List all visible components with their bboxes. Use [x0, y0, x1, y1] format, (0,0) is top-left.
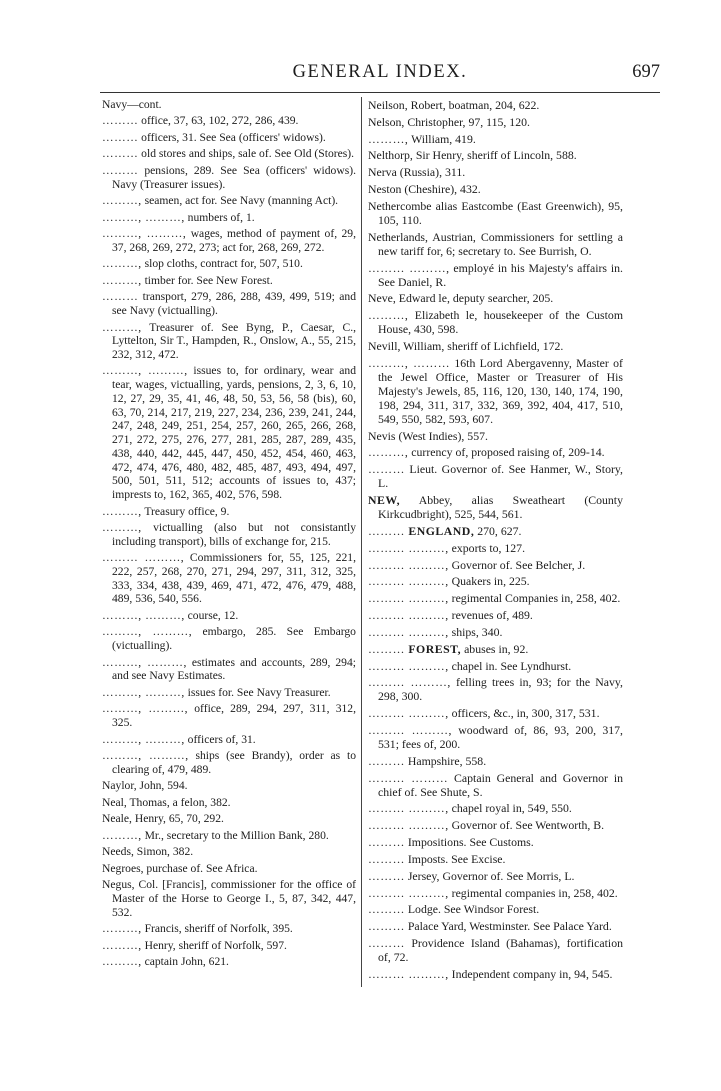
index-entry	[368, 801, 623, 815]
index-entry	[368, 919, 623, 933]
entry-text: chapel in. See Lyndhurst.	[448, 658, 572, 673]
index-entry	[368, 835, 623, 849]
entry-ditto: ………,	[102, 828, 142, 842]
entry-ditto: ……… ………,	[368, 624, 449, 639]
entry-text: Nethercombe alias Eastcombe (East Greenwich), 95, 105, 110.	[368, 198, 623, 227]
entry-ditto: ………,	[102, 257, 142, 271]
index-entry	[102, 702, 356, 729]
entry-ditto: ………,	[102, 504, 142, 518]
entry-ditto: ………,	[102, 938, 142, 952]
index-entry	[102, 609, 356, 623]
entry-ditto: ……… ………,	[368, 260, 450, 275]
entry-ditto: ………,	[102, 194, 142, 208]
entry-ditto: ………	[102, 114, 139, 128]
entry-text: course, 12.	[184, 608, 239, 622]
header-rule	[100, 92, 660, 93]
entry-ditto: ………,	[368, 131, 409, 146]
entry-text: exports to, 127.	[448, 540, 526, 555]
entry-text: 270, 627.	[474, 523, 522, 538]
entry-text: Treasury office, 9.	[141, 504, 230, 518]
index-entry	[102, 922, 356, 936]
entry-text: numbers of, 1.	[184, 210, 255, 224]
entry-ditto: ………	[368, 902, 405, 917]
right-column	[368, 98, 623, 984]
entry-text: Palace Yard, Westminster. See Palace Yard.	[404, 919, 612, 934]
entry-ditto: ………,	[102, 955, 142, 969]
page-number: 697	[632, 62, 660, 82]
entry-ditto: ……… ………,	[368, 540, 449, 555]
entry-ditto: ………, ………,	[102, 210, 185, 224]
index-entry	[102, 521, 356, 548]
entry-text: Nelthorp, Sir Henry, sheriff of Lincoln, 588.	[368, 148, 577, 163]
index-entry	[102, 274, 356, 288]
index-entry	[368, 199, 623, 227]
entry-text: 16th Lord Abergavenny, Master of the Jewel Office, Master or Treasurer of His Majesty's Jewels, 85, 116, 120, 130, 140, 174, 190, 198, 294, 311, 317, 332, 369, 392, 404, 417, 510, 549, 550, 582, 593, 607.	[378, 355, 623, 426]
entry-ditto: ………,	[368, 445, 409, 460]
entry-text: Governor of. See Wentworth, B.	[448, 818, 605, 833]
index-entry	[102, 227, 356, 254]
index-entry	[368, 818, 623, 832]
entry-text: Negus, Col. [Francis], commissioner for the office of Master of the Horse to George I., 5, 87, 342, 447, 532.	[102, 878, 356, 919]
entry-ditto: ………, ………,	[102, 685, 185, 699]
index-entry	[102, 955, 356, 969]
entry-text: Francis, sheriff of Norfolk, 395.	[141, 922, 293, 936]
entry-ditto: ………, ………,	[102, 364, 188, 378]
index-entry	[102, 551, 356, 606]
index-entry	[102, 749, 356, 776]
entry-ditto: ……… ………,	[368, 557, 449, 572]
index-entry	[368, 886, 623, 900]
index-entry	[368, 625, 623, 639]
index-entry	[368, 429, 623, 443]
entry-text: Commissioners for, 55, 125, 221, 222, 257, 268, 270, 271, 294, 297, 311, 312, 325, 333, 334, 438, 439, 469, 471, 472, 476, 479, 488, 489, 536, 540, 556.	[112, 551, 356, 606]
index-entry	[368, 98, 623, 112]
entry-heading: ENGLAND,	[404, 523, 475, 538]
index-entry	[102, 779, 356, 793]
entry-ditto: ………, ………,	[102, 702, 189, 716]
entry-ditto: ………	[368, 835, 405, 850]
index-entry	[102, 878, 356, 919]
entry-text: officers of, 31.	[184, 732, 256, 746]
entry-text: Henry, sheriff of Norfolk, 597.	[141, 938, 287, 952]
entry-text: Providence Island (Bahamas), fortification of, 72.	[378, 936, 623, 965]
entry-text: Neve, Edward le, deputy searcher, 205.	[368, 291, 554, 306]
index-entry	[102, 686, 356, 700]
index-entry	[368, 308, 623, 336]
entry-text: issues for. See Navy Treasurer.	[184, 685, 331, 699]
entry-text: pensions, 289. See Sea (officers' widows). Navy (Treasurer issues).	[112, 163, 356, 191]
entry-text: Hampshire, 558.	[404, 753, 487, 768]
entry-text: officers, 31. See Sea (officers' widows).	[138, 130, 326, 144]
index-entry	[102, 131, 356, 145]
entry-ditto: ……… ………,	[368, 966, 449, 981]
entry-ditto: ……… ………,	[102, 551, 185, 565]
entry-ditto: ……… ………,	[368, 675, 451, 690]
index-entry	[368, 608, 623, 622]
entry-text: office, 37, 63, 102, 272, 286, 439.	[138, 114, 299, 128]
entry-ditto: ……… ………,	[368, 706, 449, 721]
entry-text: Elizabeth le, housekeeper of the Custom House, 430, 598.	[378, 308, 623, 337]
entry-ditto: ……… ………	[368, 770, 449, 785]
entry-text: Jersey, Governor of. See Morris, L.	[404, 868, 575, 883]
index-entry	[102, 862, 356, 876]
entry-text: employé in his Majesty's affairs in. See Daniel, R.	[378, 260, 623, 289]
entry-ditto: ……… ………,	[368, 658, 449, 673]
entry-text: Impositions. See Customs.	[404, 835, 534, 850]
entry-text: captain John, 621.	[141, 955, 229, 969]
entry-text: chapel royal in, 549, 550.	[448, 801, 572, 816]
entry-text: wages, method of payment of, 29, 37, 268, 269, 272, 273; act for, 268, 269, 272.	[112, 227, 356, 254]
entry-ditto: ………	[368, 868, 405, 883]
left-column	[102, 98, 356, 972]
entry-text: Neal, Thomas, a felon, 382.	[102, 795, 231, 809]
entry-ditto: ……… ………,	[368, 574, 449, 589]
entry-text: seamen, act for. See Navy (manning Act).	[141, 194, 339, 208]
entry-text: timber for. See New Forest.	[141, 273, 273, 287]
entry-ditto: ……… ………,	[368, 723, 453, 738]
index-entry	[368, 132, 623, 146]
index-entry	[102, 147, 356, 161]
index-entry	[102, 625, 356, 652]
entry-ditto: ………, ………,	[102, 655, 187, 669]
entry-text: Negroes, purchase of. See Africa.	[102, 861, 258, 875]
entry-heading: FOREST,	[404, 641, 462, 656]
index-entry	[368, 291, 623, 305]
entry-ditto: ………, ………	[368, 355, 451, 370]
entry-text: revenues of, 489.	[448, 608, 533, 623]
entry-ditto: ………,	[102, 273, 142, 287]
index-entry	[368, 642, 623, 656]
entry-ditto: ………, ………,	[102, 625, 193, 639]
entry-ditto: ……… ………,	[368, 801, 449, 816]
entry-text: Nerva (Russia), 311.	[368, 165, 466, 180]
index-entry	[368, 261, 623, 289]
index-entry	[102, 845, 356, 859]
entry-text: currency of, proposed raising of, 209-14.	[408, 445, 605, 460]
entry-ditto: ………	[102, 163, 139, 177]
entry-text: Neilson, Robert, boatman, 204, 622.	[368, 98, 540, 112]
entry-text: ships, 340.	[448, 624, 503, 639]
entry-ditto: ………	[368, 851, 405, 866]
entry-text: Neston (Cheshire), 432.	[368, 182, 481, 197]
index-entry	[368, 356, 623, 426]
index-entry	[102, 114, 356, 128]
index-entry	[368, 462, 623, 490]
entry-text: victualling (also but not consistantly including transport), bills of exchange for, 215.	[112, 521, 356, 548]
entry-heading: NEW,	[368, 493, 401, 508]
index-entry	[102, 321, 356, 362]
entry-ditto: ………,	[368, 308, 409, 323]
entry-text: Navy—cont.	[102, 98, 162, 111]
entry-text: Nevis (West Indies), 557.	[368, 428, 488, 443]
entry-text: felling trees in, 93; for the Navy, 298, 300.	[378, 675, 623, 704]
entry-text: ships (see Brandy), order as to clearing of, 479, 489.	[112, 749, 357, 776]
entry-text: Nevill, William, sheriff of Lichfield, 172.	[368, 339, 564, 354]
entry-text: woodward of, 86, 93, 200, 317, 531; fees of, 200.	[378, 723, 623, 751]
entry-ditto: ……… ………,	[368, 885, 449, 900]
entry-text: Abbey, alias Sweatheart (County Kirkcudbright), 525, 544, 561.	[378, 493, 623, 522]
entry-text: Governor of. See Belcher, J.	[448, 557, 586, 572]
index-entry	[102, 829, 356, 843]
entry-ditto: ………	[368, 936, 405, 951]
entry-text: officers, &c., in, 300, 317, 531.	[448, 706, 600, 721]
entry-text: estimates and accounts, 289, 294; and see Navy Estimates.	[112, 655, 356, 683]
index-entry	[368, 182, 623, 196]
entry-ditto: ……… ………,	[368, 818, 449, 833]
entry-text: Lodge. See Windsor Forest.	[404, 902, 540, 917]
entry-text: office, 289, 294, 297, 311, 312, 325.	[112, 702, 356, 730]
index-entry	[368, 659, 623, 673]
entry-text: Captain General and Governor in chief of. See Shute, S.	[378, 770, 624, 799]
entry-ditto: ………,	[102, 320, 142, 334]
entry-ditto: ………	[368, 641, 405, 656]
entry-ditto: ………, ………,	[102, 732, 185, 746]
entry-text: Lieut. Governor of. See Hanmer, W., Story, L.	[378, 462, 623, 491]
entry-ditto: ………	[368, 523, 405, 538]
entry-text: William, 419.	[408, 131, 476, 146]
entry-ditto: ………	[368, 753, 405, 768]
entry-ditto: ………	[102, 290, 139, 304]
entry-text: abuses in, 92.	[461, 641, 529, 656]
entry-text: regimental companies in, 258, 402.	[448, 885, 618, 900]
index-entry	[368, 754, 623, 768]
entry-text: slop cloths, contract for, 507, 510.	[141, 257, 303, 271]
index-entry	[368, 869, 623, 883]
index-entry	[102, 733, 356, 747]
entry-ditto: ………	[368, 919, 405, 934]
index-entry	[368, 541, 623, 555]
entry-text: regimental Companies in, 258, 402.	[448, 591, 621, 606]
index-entry	[368, 675, 623, 703]
entry-text: embargo, 285. See Embargo (victualling).	[112, 625, 356, 653]
index-entry	[368, 524, 623, 538]
index-entry	[102, 796, 356, 810]
index-entry	[368, 493, 623, 521]
column-divider	[361, 97, 362, 987]
page-header	[100, 62, 660, 88]
entry-text: Quakers in, 225.	[448, 574, 530, 589]
entry-text: Naylor, John, 594.	[102, 779, 188, 793]
index-entry	[368, 706, 623, 720]
index-entry	[102, 164, 356, 191]
entry-text: transport, 279, 286, 288, 439, 499, 519; and see Navy (victualling).	[112, 290, 356, 318]
index-entry	[102, 194, 356, 208]
entry-ditto: ………, ………,	[102, 749, 189, 763]
index-entry	[102, 656, 356, 683]
index-entry	[102, 364, 356, 501]
entry-ditto: ………,	[102, 922, 142, 936]
entry-text: Nelson, Christopher, 97, 115, 120.	[368, 114, 530, 129]
index-entry	[102, 211, 356, 225]
index-entry	[368, 445, 623, 459]
entry-ditto: ……… ………,	[368, 608, 449, 623]
index-entry	[368, 852, 623, 866]
entry-ditto: ………	[102, 130, 139, 144]
entry-text: Treasurer of. See Byng, P., Caesar, C., Lyttelton, Sir T., Hampden, R., Onslow, A., 55, 215, 232, 312, 472.	[112, 320, 356, 361]
entry-text: issues to, for ordinary, wear and tear, wages, victualling, yards, pensions, 2, 3, 6, 10, 12, 27, 29, 35, 41, 46, 48, 50, 53, 56, 58 (bis), 60, 63, 70, 214, 217, 219, 227, 234, 236, 239, 241, 244, 247, 248, 249, 251, 254, 257, 260, 265, 266, 268, 271, 272, 275, 276, 277, 281, 285, 287, 289, 435, 438, 440, 442, 445, 447, 450, 452, 454, 460, 463, 472, 474, 476, 480, 482, 485, 487, 493, 494, 497, 500, 501, 511, 512; accounts of issues to, 437; imprests to, 162, 365, 402, 576, 598.	[112, 364, 356, 502]
index-entry	[102, 505, 356, 519]
entry-ditto: ………, ………,	[102, 227, 187, 241]
index-entry	[368, 339, 623, 353]
page-title: GENERAL INDEX.	[292, 62, 468, 82]
entry-text: Independent company in, 94, 545.	[448, 966, 613, 981]
entry-ditto: ……… ………,	[368, 591, 449, 606]
entry-text: Imposts. See Excise.	[404, 851, 506, 866]
index-entry	[368, 115, 623, 129]
index-entry	[102, 939, 356, 953]
entry-ditto: ………,	[102, 521, 142, 535]
index-entry	[368, 936, 623, 964]
index-entry	[102, 98, 356, 112]
index-entry	[368, 723, 623, 751]
entry-ditto: ………	[368, 462, 405, 477]
index-entry	[368, 574, 623, 588]
entry-text: Mr., secretary to the Million Bank, 280.	[141, 828, 329, 842]
entry-text: Neale, Henry, 65, 70, 292.	[102, 812, 224, 826]
index-entry	[368, 591, 623, 605]
entry-text: Netherlands, Austrian, Commissioners for settling a new tariff for, 6; secretary to. See Burrish, O.	[368, 229, 623, 258]
index-entry	[368, 165, 623, 179]
index-entry	[368, 967, 623, 981]
index-entry	[102, 290, 356, 317]
index-entry	[368, 902, 623, 916]
entry-ditto: ………	[102, 147, 139, 161]
entry-text: old stores and ships, sale of. See Old (Stores).	[138, 147, 355, 161]
index-entry	[102, 257, 356, 271]
entry-text: Needs, Simon, 382.	[102, 845, 194, 859]
index-entry	[368, 230, 623, 258]
index-entry	[368, 771, 623, 799]
index-entry	[368, 148, 623, 162]
index-entry	[102, 812, 356, 826]
entry-ditto: ………, ………,	[102, 608, 185, 622]
index-entry	[368, 558, 623, 572]
